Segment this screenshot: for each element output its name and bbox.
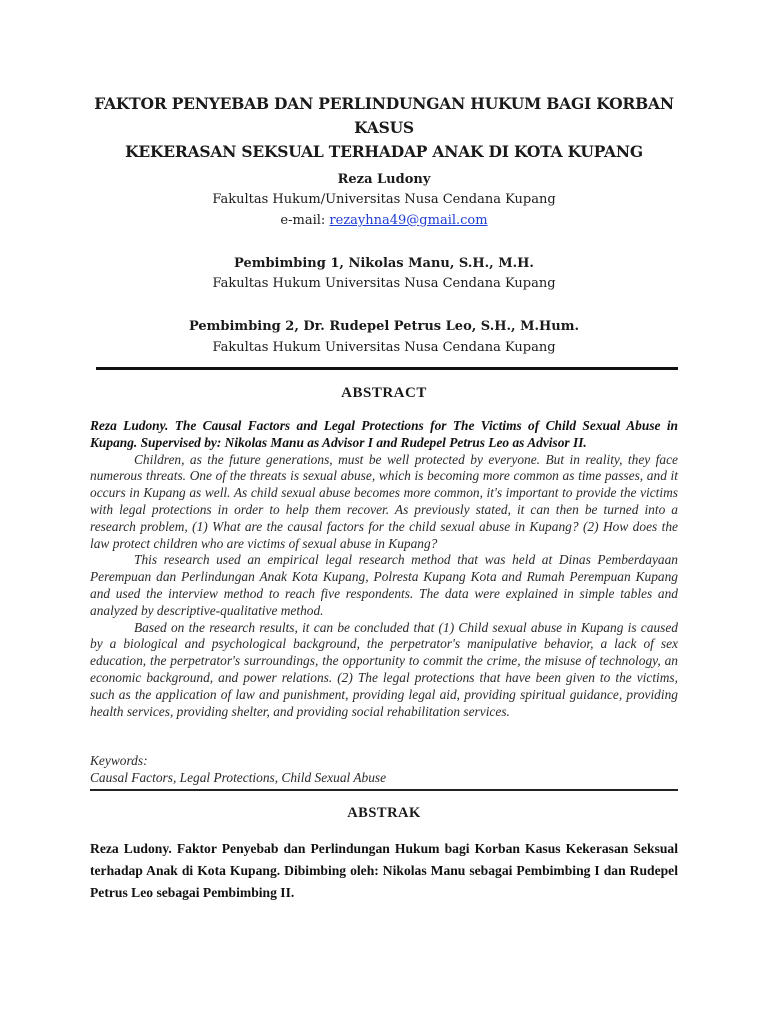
abstract-body	[90, 418, 678, 720]
abstrak-lead: Reza Ludony. Faktor Penyebab dan Perlindungan Hukum bagi Korban Kasus Kekerasan Seksual terhadap Anak di Kota Kupang. Dibimbing oleh: Nikolas Manu sebagai Pembimbing I dan Rudepel Petrus Leo sebagai Pembimbing II.	[90, 841, 678, 900]
abstract-paragraph-1: Children, as the future generations, must be well protected by everyone. But in reality, they face numerous threats. One of the threats is sexual abuse, which is becoming more common as time passes, and it occurs in Kupang as well. As child sexual abuse becomes more common, it's important to provide the victims with legal protections in order to help them recover. As previously stated, it can then be turned into a research problem, (1) What are the causal factors for the child sexual abuse in Kupang? (2) How does the law protect children who are victims of sexual abuse in Kupang?	[90, 451, 678, 551]
header-divider	[96, 367, 678, 370]
advisor2-affiliation: Fakultas Hukum Universitas Nusa Cendana Kupang	[212, 340, 556, 355]
email-label: e-mail:	[280, 213, 330, 228]
advisor2-name: Pembimbing 2, Dr. Rudepel Petrus Leo, S.H., M.Hum.	[188, 319, 580, 334]
author-affiliation: Fakultas Hukum/Universitas Nusa Cendana Kupang	[212, 192, 556, 207]
advisor1-name: Pembimbing 1, Nikolas Manu, S.H., M.H.	[234, 256, 534, 271]
keywords-block	[90, 752, 678, 786]
abstract-paragraph-3: Based on the research results, it can be concluded that (1) Child sexual abuse in Kupang is caused by a biological and psychological background, the perpetrator's manipulative behavior, a lack of sex education, the perpetrator's surroundings, the opportunity to commit the crime, the misuse of technology, an economic background, and power relations. (2) The legal protections that have been given to the victims, such as the application of law and punishment, providing legal aid, providing spiritual guidance, providing health services, providing shelter, and providing social rehabilitation services.	[90, 619, 678, 719]
abstrak-heading: ABSTRAK	[347, 805, 421, 821]
keywords-text: Causal Factors, Legal Protections, Child Sexual Abuse	[90, 770, 387, 785]
keywords-label: Keywords:	[90, 753, 148, 768]
abstract-heading: ABSTRACT	[341, 385, 427, 401]
paper-title	[90, 92, 678, 164]
email-link[interactable]: rezayhna49@gmail.com	[329, 213, 488, 228]
abstract-lead: Reza Ludony. The Causal Factors and Legal Protections for The Victims of Child Sexual Abuse in Kupang. Supervised by: Nikolas Manu as Advisor I and Rudepel Petrus Leo as Advisor II.	[90, 418, 678, 450]
author-email-line	[90, 211, 678, 231]
title-line-1: FAKTOR PENYEBAB DAN PERLINDUNGAN HUKUM BAGI KORBAN KASUS	[94, 94, 674, 137]
abstract-divider	[90, 789, 678, 791]
advisor1-affiliation: Fakultas Hukum Universitas Nusa Cendana Kupang	[212, 276, 556, 291]
title-line-2: KEKERASAN SEKSUAL TERHADAP ANAK DI KOTA KUPANG	[125, 142, 643, 161]
author-name: Reza Ludony	[337, 172, 431, 187]
abstract-paragraph-2: This research used an empirical legal research method that was held at Dinas Pemberdayaan Perempuan dan Perlindungan Anak Kota Kupang, Polresta Kupang Kota and Rumah Perempuan Kupang and used the interview method to reach five respondents. The data were explained in simple tables and analyzed by descriptive-qualitative method.	[90, 552, 678, 618]
